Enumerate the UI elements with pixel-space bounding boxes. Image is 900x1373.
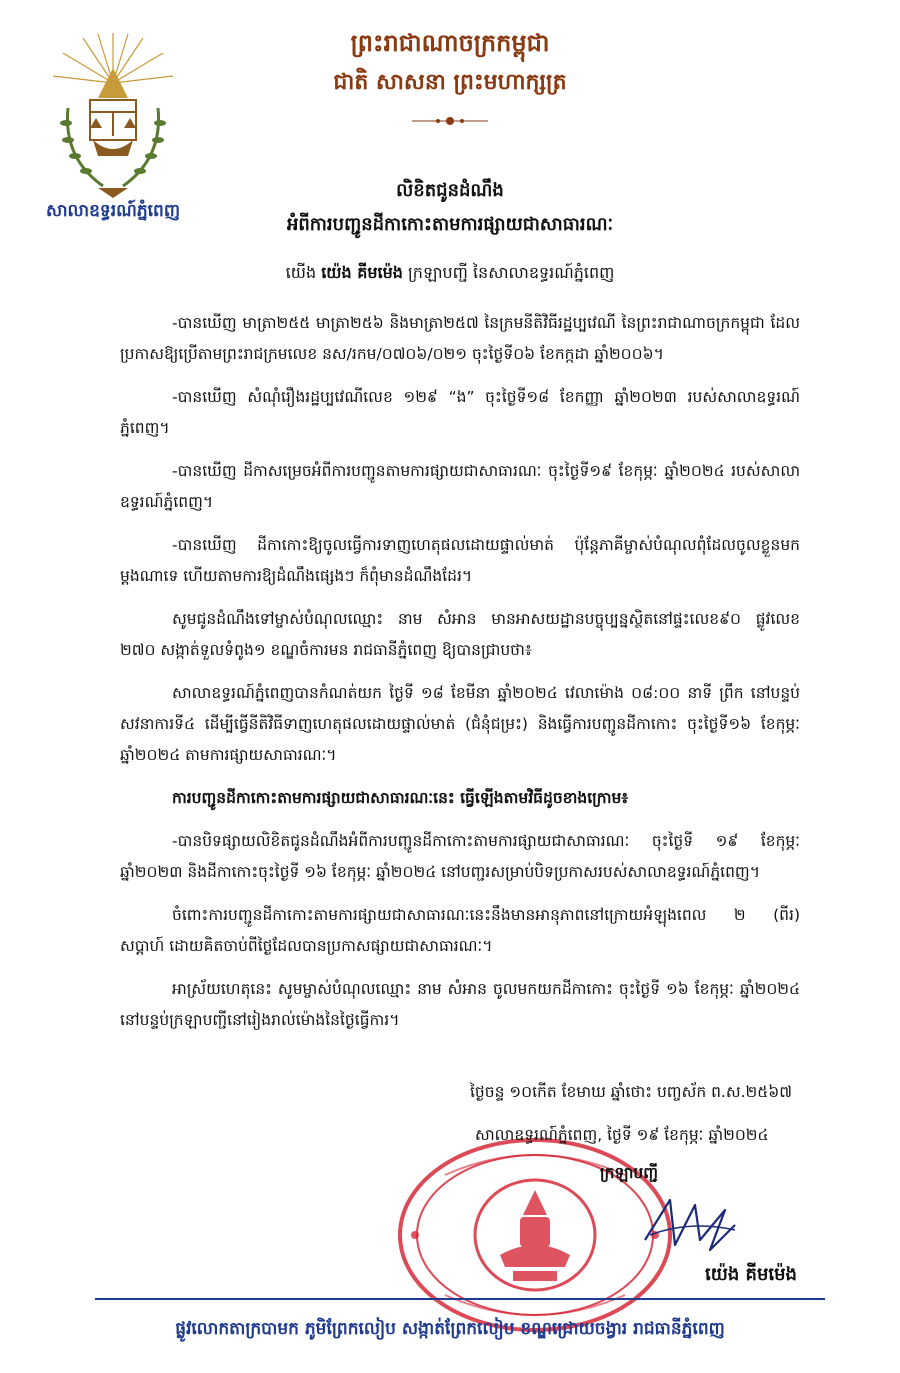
document-title: លិខិតជូនដំណឹង	[396, 180, 504, 201]
paragraph: អាស្រ័យហេតុនេះ សូមម្ចាស់បំណុលឈ្មោះ នាម សំអាន ចូលមកយកដីកាកោះ ចុះថ្ងៃទី ១៦ ខែកុម្ភៈ ឆ្នាំ២០២៤ នៅបន្ទប់ក្រឡាបញ្ជីនៅរៀងរាល់ម៉ោងនៃថ្ងៃធ្វើការ។	[120, 980, 800, 1029]
paragraph: ការបញ្ជូនដីកាកោះតាមការផ្សាយជាសាធារណៈនេះ ធ្វើឡើងតាមវិធីដូចខាងក្រោម៖	[172, 789, 629, 807]
court-emblem	[38, 28, 188, 203]
ornament-divider	[410, 113, 490, 129]
paragraph: -បានឃើញ ដីកាសម្រេចអំពីការបញ្ជូនតាមការផ្សាយជាសាធារណៈ ចុះថ្ងៃទី១៩ ខែកុម្ភៈ ឆ្នាំ២០២៤ របស់សាលាឧទ្ធរណ៍ភ្នំពេញ។	[120, 462, 800, 511]
signer-name: យ៉េង គីមម៉េង	[705, 1264, 797, 1285]
handwritten-signature	[640, 1190, 740, 1260]
issuer-prefix: យើង	[285, 263, 317, 282]
lunar-date: ថ្ងៃចន្ទ ១០កើត ខែមាឃ ឆ្នាំថោះ បញ្ចស័ក ព.ស.២៥៦៧	[470, 1083, 792, 1101]
issuer-name: យ៉េង គីមម៉េង	[321, 263, 403, 282]
paragraph: ចំពោះការបញ្ជូនដីកាកោះតាមការផ្សាយជាសាធារណៈនេះនឹងមានអានុភាពនៅក្រោយអំឡុងពេល ២ (ពីរ) សប្តាហ៍ ដោយគិតចាប់ពីថ្ងៃដែលបានប្រកាសផ្សាយជាសាធារណៈ។	[120, 906, 800, 955]
court-name: សាលាឧទ្ធរណ៍ភ្នំពេញ	[45, 201, 181, 221]
document-subtitle: អំពីការបញ្ជូនដីកាកោះតាមការផ្សាយជាសាធារណៈ	[286, 214, 614, 235]
place-and-date: សាលាឧទ្ធរណ៍ភ្នំពេញ, ថ្ងៃទី ១៩ ខែកុម្ភៈ ឆ្នាំ២០២៤	[475, 1126, 769, 1144]
paragraph: -បានឃើញ មាត្រា២៥៥ មាត្រា២៥៦ និងមាត្រា២៥៧ នៃក្រមនីតិវិធីរដ្ឋប្បវេណី នៃព្រះរាជាណាចក្រកម្ពុជា ដែលប្រកាសឱ្យប្រើតាមព្រះរាជក្រមលេខ នស/រកម/០៧០៦/០២១ ចុះថ្ងៃទី០៦ ខែកក្កដា ឆ្នាំ២០០៦។	[120, 314, 800, 363]
issuer-line	[100, 262, 800, 286]
footer-address: ផ្លូវលោកតាក្របាមក ភូមិព្រែកលៀប សង្កាត់ព្រែកលៀប ខណ្ឌជ្រោយចង្វារ រាជធានីភ្នំពេញ	[175, 1319, 725, 1339]
footer-divider	[95, 1298, 825, 1300]
paragraph: -បានឃើញ សំណុំរឿងរដ្ឋប្បវេណីលេខ ១២៩ “ង” ចុះថ្ងៃទី១៨ ខែកញ្ញា ឆ្នាំ២០២៣ របស់សាលាឧទ្ធរណ៍ភ្នំពេញ។	[120, 388, 800, 437]
kingdom-title: ព្រះរាជាណាចក្រកម្ពុជា	[350, 29, 550, 57]
paragraph: សាលាឧទ្ធរណ៍ភ្នំពេញបានកំណត់យក ថ្ងៃទី ១៨ ខែមីនា ឆ្នាំ២០២៤ វេលាម៉ោង ០៨:០០ នាទី ព្រឹក នៅបន្ទប់សវនាការទី៤ ដើម្បីធ្វើនីតិវិធីទាញហេតុផលដោយផ្ទាល់មាត់ (ជំនុំជម្រះ) និងធ្វើការបញ្ជូនដីកាកោះ ចុះថ្ងៃទី១៦ ខែកុម្ភៈ ឆ្នាំ២០២៤ តាមការផ្សាយសាធារណៈ។	[120, 684, 800, 764]
national-motto: ជាតិ សាសនា ព្រះមហាក្សត្រ	[333, 70, 567, 95]
clerk-title: ក្រឡាបញ្ជី	[600, 1164, 658, 1182]
issuer-title: ក្រឡាបញ្ជី នៃសាលាឧទ្ធរណ៍ភ្នំពេញ	[408, 263, 615, 282]
paragraph: -បានបិទផ្សាយលិខិតជូនដំណឹងអំពីការបញ្ជូនដីកាកោះតាមការផ្សាយជាសាធារណៈ ចុះថ្ងៃទី ១៩ ខែកុម្ភៈ ឆ្នាំ២០២៣ និងដីកាកោះចុះថ្ងៃទី ១៦ ខែកុម្ភៈ ឆ្នាំ២០២៤ នៅបញ្ជរសម្រាប់បិទប្រកាសរបស់សាលាឧទ្ធរណ៍ភ្នំពេញ។	[120, 832, 800, 881]
paragraph: -បានឃើញ ដីកាកោះឱ្យចូលធ្វើការទាញហេតុផលដោយផ្ទាល់មាត់ ប៉ុន្តែភាគីម្ចាស់បំណុលពុំដែលចូលខ្លួនមកម្តងណាទេ ហើយតាមការឱ្យដំណឹងផ្សេងៗ ក៏ពុំមានដំណឹងដែរ។	[120, 536, 800, 585]
paragraph: សូមជូនដំណឹងទៅម្ចាស់បំណុលឈ្មោះ នាម សំអាន មានអាសយដ្ឋានបច្ចុប្បន្នស្ថិតនៅផ្ទះលេខ៩០ ផ្លូវលេខ ២៧០ សង្កាត់ទួលទំពូង១ ខណ្ឌចំការមន រាជធានីភ្នំពេញ ឱ្យបានជ្រាបថា៖	[120, 610, 800, 659]
document-body	[120, 308, 800, 1048]
